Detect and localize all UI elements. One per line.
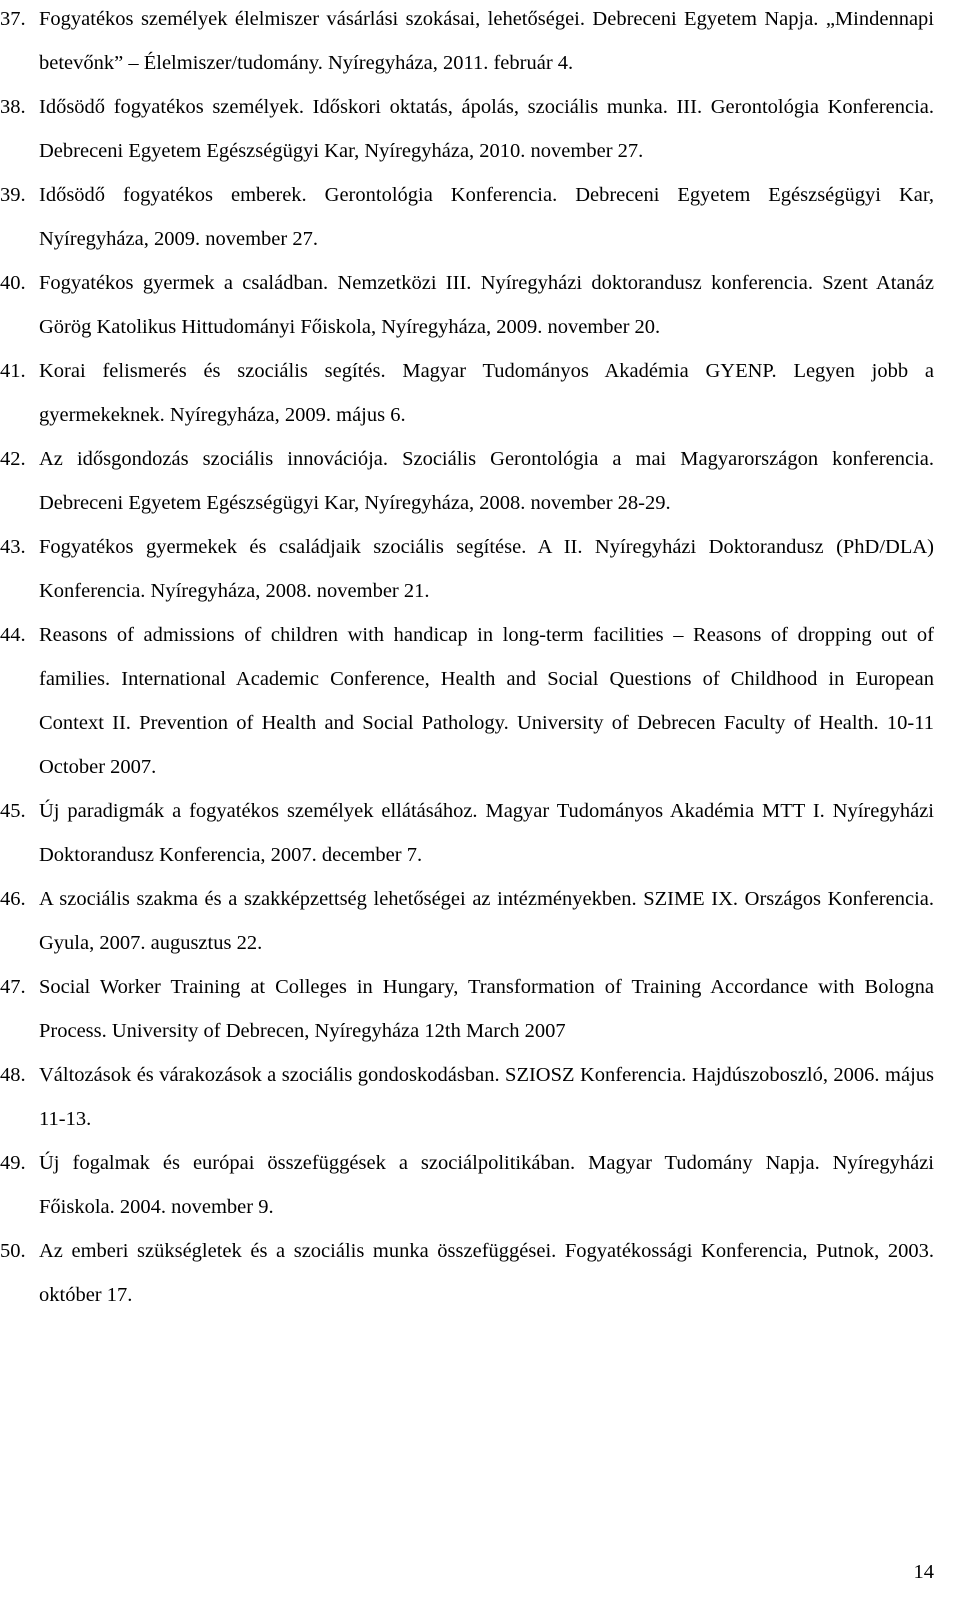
item-number: 37.: [0, 8, 26, 30]
list-item: [0, 437, 934, 525]
list-item: [0, 965, 934, 1053]
list-item: [0, 525, 934, 613]
item-text: Fogyatékos gyermekek és családjaik szociális segítése. A II. Nyíregyházi Doktorandusz (PhD/DLA) Konferencia. Nyíregyháza, 2008. november 21.: [39, 536, 934, 602]
list-item: [0, 1053, 934, 1141]
item-number: 46.: [0, 888, 26, 910]
list-item: [0, 1141, 934, 1229]
list-item: [0, 173, 934, 261]
item-text: Idősödő fogyatékos emberek. Gerontológia Konferencia. Debreceni Egyetem Egészségügyi Kar, Nyíregyháza, 2009. november 27.: [39, 184, 934, 250]
item-number: 38.: [0, 96, 26, 118]
item-text: A szociális szakma és a szakképzettség lehetőségei az intézményekben. SZIME IX. Országos Konferencia. Gyula, 2007. augusztus 22.: [39, 888, 934, 954]
item-number: 42.: [0, 448, 26, 470]
item-text: Az idősgondozás szociális innovációja. Szociális Gerontológia a mai Magyarországon konferencia. Debreceni Egyetem Egészségügyi Kar, Nyíregyháza, 2008. november 28-29.: [39, 448, 934, 514]
item-number: 50.: [0, 1240, 26, 1262]
list-item: [0, 0, 934, 85]
list-item: [0, 1229, 934, 1317]
list-item: [0, 349, 934, 437]
list-item: [0, 789, 934, 877]
list-item: [0, 261, 934, 349]
item-number: 49.: [0, 1152, 26, 1174]
item-number: 45.: [0, 800, 26, 822]
page-number: 14: [913, 1561, 934, 1583]
item-number: 43.: [0, 536, 26, 558]
item-text: Korai felismerés és szociális segítés. Magyar Tudományos Akadémia GYENP. Legyen jobb a gyermekeknek. Nyíregyháza, 2009. május 6.: [39, 360, 934, 426]
item-number: 44.: [0, 624, 26, 646]
item-text: Reasons of admissions of children with handicap in long-term facilities – Reasons of dropping out of families. International Academic Conference, Health and Social Questions of Childhood in European Context II. Prevention of Health and Social Pathology. University of Debrecen Faculty of Health. 10-11 October 2007.: [39, 624, 934, 778]
list-item: [0, 85, 934, 173]
item-text: Idősödő fogyatékos személyek. Időskori oktatás, ápolás, szociális munka. III. Gerontológia Konferencia. Debreceni Egyetem Egészségügyi Kar, Nyíregyháza, 2010. november 27.: [39, 96, 934, 162]
item-text: Új paradigmák a fogyatékos személyek ellátásához. Magyar Tudományos Akadémia MTT I. Nyíregyházi Doktorandusz Konferencia, 2007. december 7.: [39, 800, 934, 866]
item-text: Fogyatékos gyermek a családban. Nemzetközi III. Nyíregyházi doktorandusz konferencia. Szent Atanáz Görög Katolikus Hittudományi Főiskola, Nyíregyháza, 2009. november 20.: [39, 272, 934, 338]
item-number: 40.: [0, 272, 26, 294]
item-number: 41.: [0, 360, 26, 382]
item-text: Változások és várakozások a szociális gondoskodásban. SZIOSZ Konferencia. Hajdúszoboszló, 2006. május 11-13.: [39, 1064, 934, 1130]
item-number: 48.: [0, 1064, 26, 1086]
item-number: 39.: [0, 184, 26, 206]
list-item: [0, 877, 934, 965]
item-text: Fogyatékos személyek élelmiszer vásárlási szokásai, lehetőségei. Debreceni Egyetem Napja. „Mindennapi betevőnk” – Élelmiszer/tudomány. Nyíregyháza, 2011. február 4.: [39, 8, 934, 74]
item-text: Új fogalmak és európai összefüggések a szociálpolitikában. Magyar Tudomány Napja. Nyíregyházi Főiskola. 2004. november 9.: [39, 1152, 934, 1218]
list-item: [0, 613, 934, 789]
item-number: 47.: [0, 976, 26, 998]
item-text: Social Worker Training at Colleges in Hungary, Transformation of Training Accordance with Bologna Process. University of Debrecen, Nyíregyháza 12th March 2007: [39, 976, 934, 1042]
item-text: Az emberi szükségletek és a szociális munka összefüggései. Fogyatékossági Konferencia, Putnok, 2003. október 17.: [39, 1240, 934, 1306]
